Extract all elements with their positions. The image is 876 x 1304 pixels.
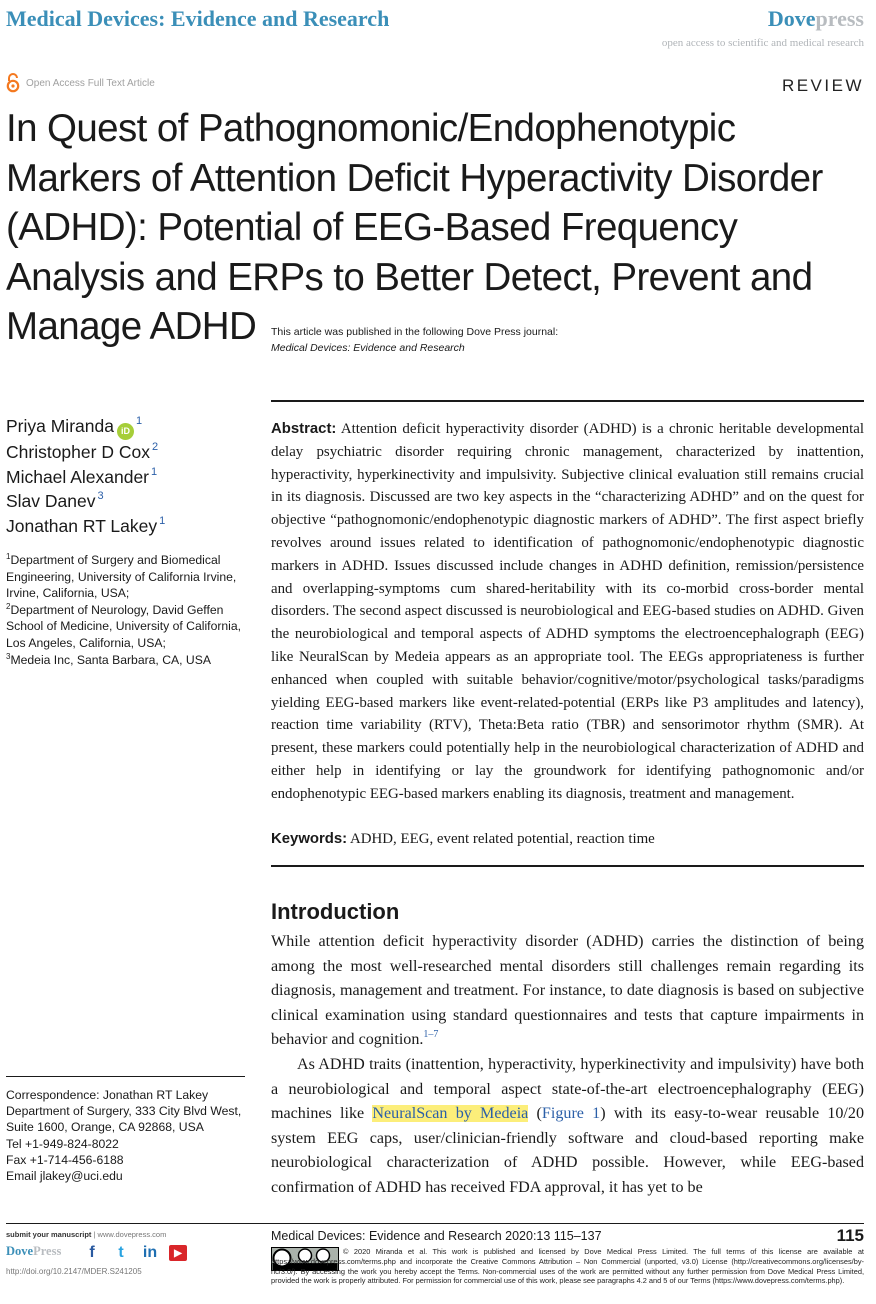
brand-part1: Dove xyxy=(767,6,816,31)
correspondence-line: Correspondence: Jonathan RT Lakey xyxy=(6,1088,209,1102)
publication-note xyxy=(271,324,558,356)
license-text: © 2020 Miranda et al. This work is published and licensed by Dove Medical Press Limited. The full terms of this license are available at https://www.dovepress.com/terms.php and incorporate the Creative Commons Attribution – Non Commercial (unported, v3.0) License (http://creativecommons.org/licenses/by-nc/3.0/). By accessing the work you hereby accept the Terms. Non-commercial uses of the work are permitted without any further permission from Dove Medical Press Limited, provided the work is properly attributed. For permission for commercial use of this work, please see paragraphs 4.2 and 5 of our Terms (https://www.dovepress.com/terms.php). xyxy=(271,1247,864,1286)
affil-text: Department of Surgery and Biomedical Engineering, University of California Irvine, Irvine, California, USA; xyxy=(6,553,237,601)
figure-link[interactable]: Figure 1 xyxy=(541,1105,601,1123)
correspondence-rule xyxy=(6,1076,245,1077)
submit-url: | www.dovepress.com xyxy=(91,1230,167,1239)
affil-number: 1 xyxy=(6,552,11,561)
affil-text: Medeia Inc, Santa Barbara, CA, USA xyxy=(10,652,211,667)
author[interactable] xyxy=(6,514,165,539)
footer-dovepress-logo[interactable] xyxy=(6,1244,61,1259)
abstract xyxy=(271,418,864,806)
dovepress-logo[interactable] xyxy=(768,6,864,32)
abstract-label: Abstract: xyxy=(271,421,337,437)
author-affil-ref[interactable]: 2 xyxy=(151,441,159,453)
author-name: Jonathan RT Lakey xyxy=(6,515,158,536)
twitter-icon[interactable]: t xyxy=(118,1244,124,1261)
open-access-row xyxy=(6,73,155,93)
article-title: In Quest of Pathognomonic/Endophenotypic Markers of Attention Deficit Hyperactivity Disorder (ADHD): Potential of EEG-Based Frequency Analysis and ERPs to Better Detect, Prevent and Manage ADHD xyxy=(6,107,823,348)
citation-ref[interactable]: 1–7 xyxy=(423,1029,439,1041)
keywords-label: Keywords: xyxy=(271,831,348,847)
correspondence xyxy=(6,1087,250,1184)
author-list xyxy=(6,414,165,538)
submit-manuscript-line[interactable] xyxy=(6,1230,166,1239)
correspondence-line: Department of Surgery, 333 City Blvd West, Suite 1600, Orange, CA 92868, USA xyxy=(6,1104,242,1135)
paragraph xyxy=(271,1053,864,1201)
submit-label: submit your manuscript xyxy=(6,1230,92,1239)
doi-link[interactable]: http://doi.org/10.2147/MDER.S241205 xyxy=(6,1267,142,1276)
open-access-lock-icon xyxy=(6,73,20,93)
footer-brand-part2: Press xyxy=(33,1244,62,1258)
author-affil-ref[interactable]: 1 xyxy=(159,514,166,527)
footer-rule xyxy=(6,1223,864,1224)
paragraph xyxy=(271,930,864,1053)
footer-brand-part1: Dove xyxy=(6,1244,34,1258)
keywords-text: ADHD, EEG, event related potential, reaction time xyxy=(350,831,655,847)
article-type: REVIEW xyxy=(781,76,864,95)
author-name: Christopher D Cox xyxy=(6,442,150,462)
paragraph-text: ) with its easy-to-wear reusable 10/20 system EEG caps, user/clinician-friendly software and cloud-based reporting make neurobiological characterization of ADHD possible. However, while EEG-based confirmation of ADHD has received FDA approval, it has yet to be xyxy=(271,1105,864,1196)
author[interactable] xyxy=(6,414,165,440)
author-affil-ref[interactable]: 1 xyxy=(151,465,158,478)
highlighted-link-neuralscan[interactable]: NeuralScan by Medeia xyxy=(372,1105,529,1123)
paragraph-text: ( xyxy=(528,1105,542,1123)
introduction-body xyxy=(271,930,864,1201)
affiliations xyxy=(6,552,250,668)
section-heading-introduction: Introduction xyxy=(271,899,400,924)
abstract-text: Attention deficit hyperactivity disorder (ADHD) is a chronic heritable developmental delay psychiatric disorder requiring chronic management, characterized by inattention, hyperactivity, hyperkinectivity and impulsivity. Subjective clinical evaluation still remains crucial in its diagnosis. Discussed are two key aspects in the “characterizing ADHD” and on the quest for objective “pathognomonic/endophenotypic diagnostic markers of ADHD”. The first aspect briefly revolves around issues related to identification of pathognomonic/endophenotypic diagnostic markers in ADHD. Issues discussed include changes in ADHD definition, remission/persistence and overlapping-symptoms cum shared-heritability with its co-morbid cross-border mental disorders. The second aspect discussed is neurobiological and EEG-based studies on ADHD. Given the neurobiological and temporal aspects of ADHD symptoms the electroencephalograph (EEG) like NeuralScan by Medeia appears as an appropriate tool. The EEGs appropriateness is further enhanced when coupled with suitable behavior/cognitive/motor/psychological tasks/paradigms yielding EEG-based markers like event-related-potential (ERPs like P3 amplitudes and latency), reaction time variability (RTV), Theta:Beta ratio (TBR) and sensorimotor rhythm (SMR). At present, these markers could potentially help in the neurobiological characterization of ADHD and either help in identifying or lay the groundwork for identifying pathognomonic and/or endophenotypic EEG-based markers enabling its diagnosis, treatment and management. xyxy=(271,421,865,802)
abstract-bottom-rule xyxy=(271,865,864,867)
publication-note-line1: This article was published in the following Dove Press journal: xyxy=(271,326,559,338)
author-name: Slav Danev xyxy=(6,491,96,511)
author-name: Priya Miranda xyxy=(6,416,114,436)
journal-title[interactable]: Medical Devices: Evidence and Research xyxy=(6,6,390,31)
page-number: 115 xyxy=(836,1226,864,1245)
author-name: Michael Alexander xyxy=(6,466,149,487)
abstract-top-rule xyxy=(271,400,864,402)
author[interactable] xyxy=(6,465,165,490)
author-affil-ref[interactable]: 3 xyxy=(97,490,104,502)
correspondence-email[interactable]: Email jlakey@uci.edu xyxy=(6,1169,123,1184)
keywords xyxy=(271,828,864,851)
author[interactable] xyxy=(6,489,165,514)
correspondence-line: Tel +1-949-824-8022 xyxy=(6,1136,119,1151)
youtube-icon[interactable]: ▶ xyxy=(169,1245,187,1261)
paragraph-text: While attention deficit hyperactivity disorder (ADHD) carries the distinction of being among the most well-researched mental disorders still challenges remain regarding its diagnosis, management and treatment. For instance, to date diagnosis is based on subjective clinical examination using standard questionnaires and tests that capture impairments in behavior and cognition. xyxy=(271,933,864,1049)
brand-tagline: open access to scientific and medical research xyxy=(661,37,864,49)
author-affil-ref[interactable]: 1 xyxy=(135,415,143,427)
brand-part2: press xyxy=(815,6,864,31)
paragraph-text: As ADHD traits (inattention, hyperactivity, hyperkinectivity and impulsivity) have both a neurobiological and temporal aspect state-of-the-art electroencephalography (EEG) machines like xyxy=(271,1055,864,1123)
affil-number: 3 xyxy=(6,651,11,661)
author[interactable] xyxy=(6,440,165,465)
journal-citation: Medical Devices: Evidence and Research 2020:13 115–137 xyxy=(271,1229,602,1243)
publication-note-journal: Medical Devices: Evidence and Research xyxy=(271,342,465,354)
social-links xyxy=(82,1243,187,1263)
linkedin-icon[interactable]: in xyxy=(142,1244,158,1261)
open-access-label: Open Access Full Text Article xyxy=(26,77,155,89)
correspondence-line: Fax +1-714-456-6188 xyxy=(6,1152,124,1167)
facebook-icon[interactable]: f xyxy=(89,1244,95,1261)
affil-text: Department of Neurology, David Geffen School of Medicine, University of California, Los Angeles, California, USA; xyxy=(6,602,242,650)
affil-number: 2 xyxy=(6,601,11,611)
orcid-icon[interactable]: iD xyxy=(117,423,134,440)
